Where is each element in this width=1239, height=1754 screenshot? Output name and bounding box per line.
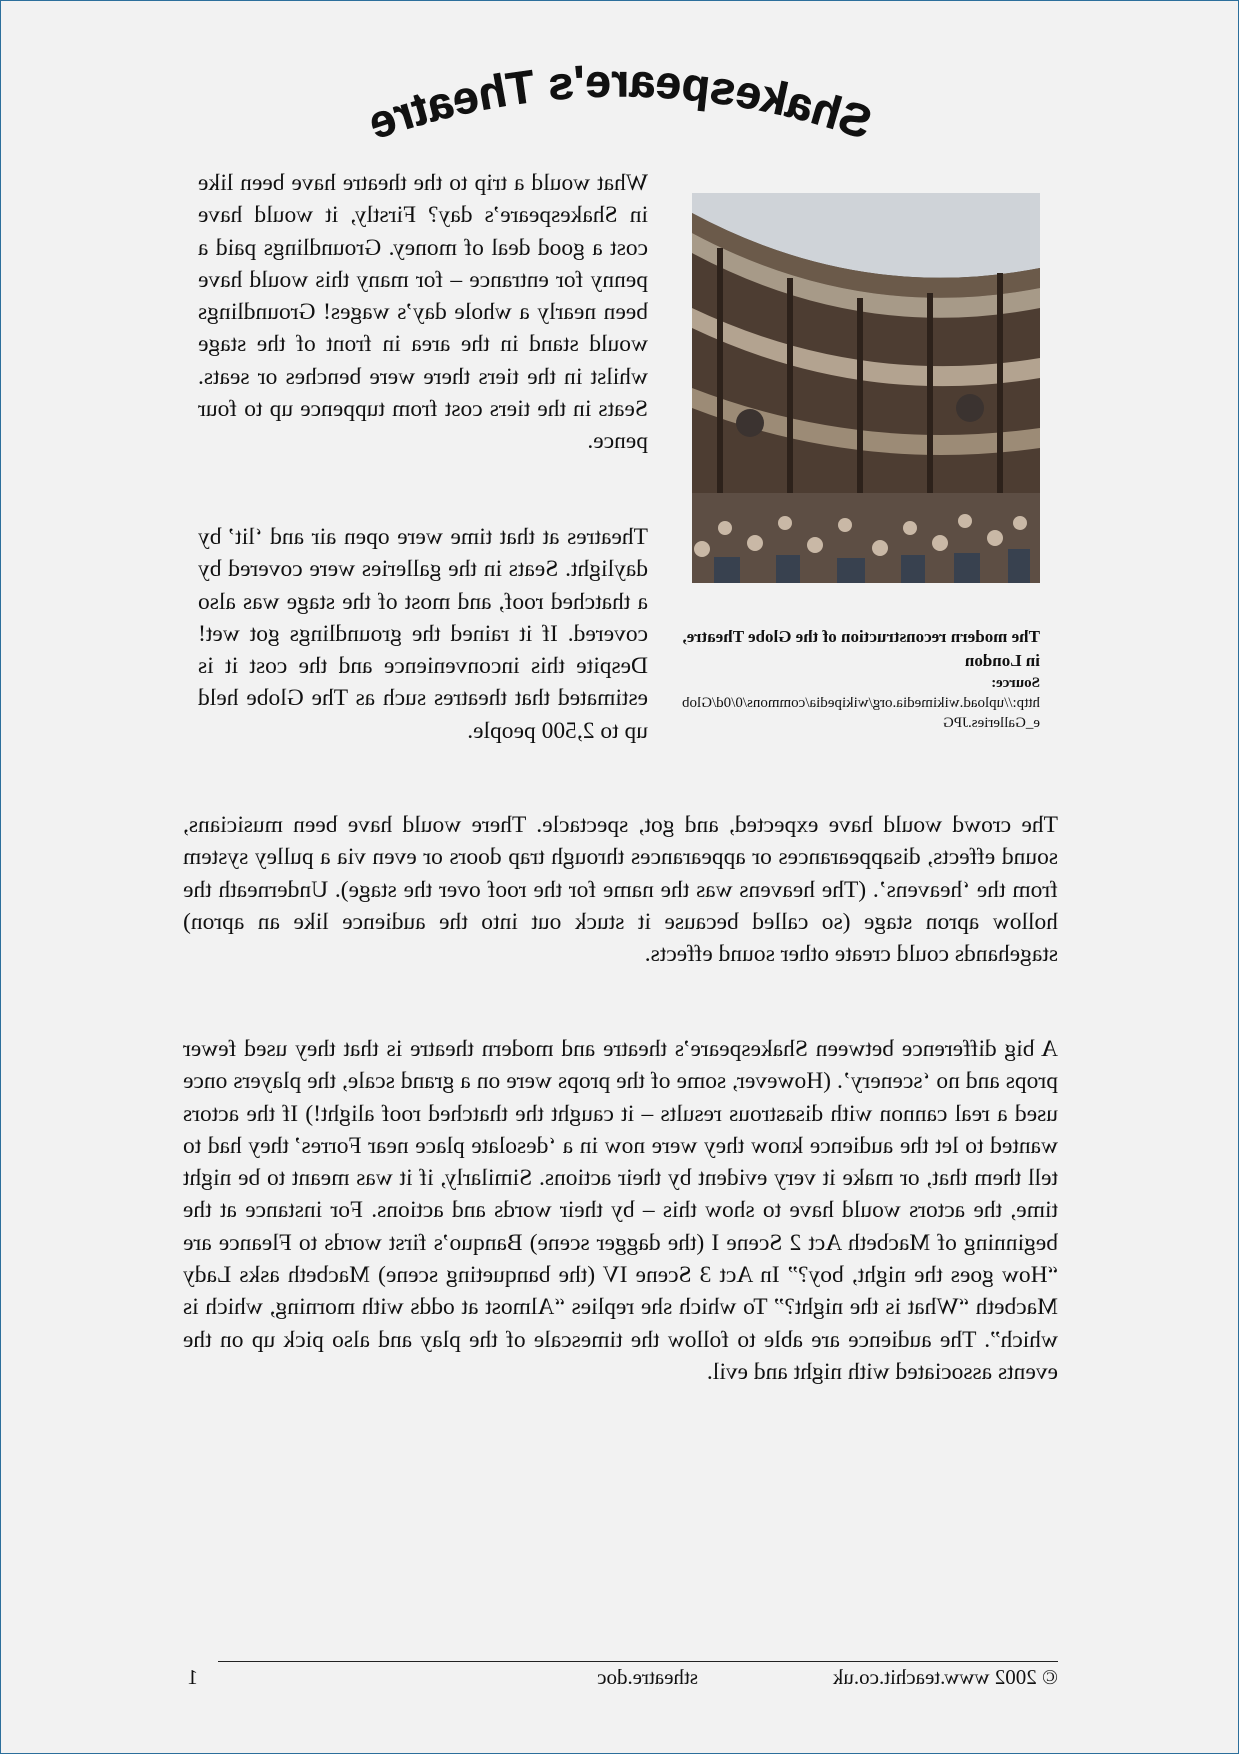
paragraph-2: Theatres at that time were open air and ‘lit’ by daylight. Seats in the galleries were covered by a thatched roof, and most of the stage was also covered. If it rained the groundlings got wet! Despite this inconvenience and the cost it is estimated that theatres such as The Globe held up to 2,500 people. [198, 524, 648, 744]
intro-paragraph [198, 167, 648, 458]
source-url: http://upload.wikimedia.org/wikipedia/commons/0/0d/Globe_Galleries.JPG [681, 695, 1040, 731]
arched-title [340, 53, 900, 163]
source-label: Source: [991, 675, 1040, 691]
mirrored-scan [1, 1, 1238, 1753]
caption-text: The modern reconstruction of the Globe Theatre, in London [682, 627, 1040, 670]
photo-illustration [692, 193, 1040, 583]
page-title: Shakespeare's Theatre [361, 54, 879, 149]
photo-caption [680, 625, 1040, 733]
paragraph-1: What would a trip to the theatre have been like in Shakespeare’s day? Firstly, it would have cost a good deal of money. Groundlings paid a penny for entrance – for many this would have been nearly a whole day’s wages! Groundlings would stand in the area in front of the stage whilst in the tiers there were benches or seats. Seats in the tiers cost from tuppence up to four pence. [198, 170, 648, 455]
footer-rule [218, 1661, 1058, 1662]
paragraph-3: The crowd would have expected, and got, spectacle. There would have been musicians, sound effects, disappearances or appearances through trap doors or even via a pulley system from the ‘heavens’. (The heavens was the name for the roof over the stage). Underneath the hollow apron stage (so called because it stuck out into the audience like an apron) stagehands could create other sound effects. [183, 812, 1058, 968]
spectacle-paragraph [183, 809, 1058, 970]
paragraph-4: A big difference between Shakespeare’s theatre and modern theatre is that they used fewer props and no ‘scenery’. (However, some of the props were on a grand scale, the players once used a real cannon with disastrous results – it caught the thatched roof alight!) If the actors wanted to let the audience know they were now in a ‘desolate place near Forres’ they had to tell them that, or make it very evident by their actions. Similarly, if it was meant to be night time, the actors would have to show this – by their words and actions. For instance at the beginning of Macbeth Act 2 Scene I (the dagger scene) Banquo’s first words to Fleance are “How goes the night, boy?” In Act 3 Scene IV (the banqueting scene) Macbeth asks Lady Macbeth “What is the night?” To which she replies “Almost at odds with morning, which is which”. The audience are able to follow the timescale of the play and also pick up on the events associated with night and evil. [183, 1036, 1058, 1385]
daylight-paragraph [198, 521, 648, 747]
scenery-paragraph [183, 1033, 1058, 1388]
footer-page-number: 1 [187, 1665, 198, 1689]
title-area [1, 53, 1238, 163]
svg-text:Shakespeare's Theatre [362, 54, 878, 148]
globe-theatre-photo [692, 193, 1040, 583]
footer-copyright: © 2002 www.teachit.co.uk [832, 1665, 1058, 1689]
footer-filename: stheatre.doc [597, 1665, 698, 1689]
